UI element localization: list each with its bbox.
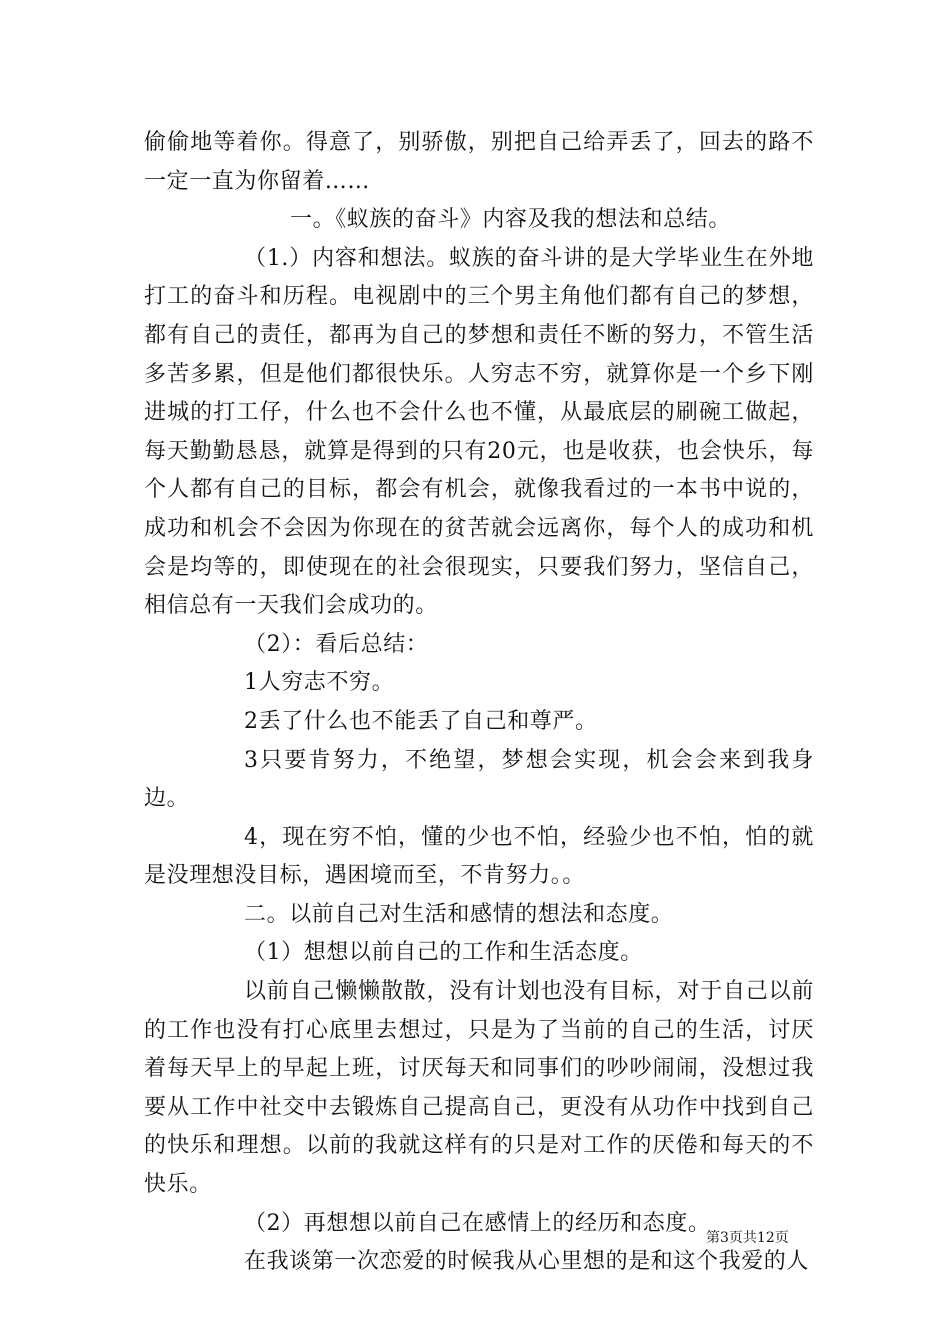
- summary-item-3: 3只要肯努力，不绝望，梦想会实现，机会会来到我身边。: [144, 747, 814, 812]
- subheading-work-attitude: （1）想想以前自己的工作和生活态度。: [244, 940, 643, 966]
- document-body: [144, 124, 814, 1282]
- summary-item-2: 2丢了什么也不能丢了自己和尊严。: [244, 708, 598, 734]
- summary-item-4: 4，现在穷不怕，懂的少也不怕，经验少也不怕，怕的就是没理想没目标，遇困境而至，不肯努力。。: [144, 824, 814, 889]
- paragraph-work-attitude: 以前自己懒懒散散，没有计划也没有目标，对于自己以前的工作也没有打心底里去想过，只是为了当前的自己的生活，讨厌着每天早上的早起上班，讨厌每天和同事们的吵吵闹闹，没想过我要从工作中社交中去锻炼自己提高自己，更没有从功作中找到自己的快乐和理想。以前的我就这样有的只是对工作的厌倦和每天的不快乐。: [144, 979, 814, 1198]
- section-heading-two: 二。以前自己对生活和感情的想法和态度。: [244, 901, 674, 927]
- paragraph-content-thoughts: （1.）内容和想法。蚁族的奋斗讲的是大学毕业生在外地打工的奋斗和历程。电视剧中的三个男主角他们都有自己的梦想，都有自己的责任，都再为自己的梦想和责任不断的努力，不管生活多苦多累，但是他们都很快乐。人穷志不穷，就算你是一个乡下刚进城的打工仔，什么也不会什么也不懂，从最底层的刷碗工做起，每天勤勤恳恳，就算是得到的只有20元，也是收获，也会快乐，每个人都有自己的目标，都会有机会，就像我看过的一本书中说的，成功和机会不会因为你现在的贫苦就会远离你，每个人的成功和机会是均等的，即使现在的社会很现实，只要我们努力，坚信自己，相信总有一天我们会成功的。: [144, 245, 814, 619]
- paragraph-first-love: 在我谈第一次恋爱的时候我从心里想的是和这个我爱的人: [244, 1249, 810, 1275]
- section-heading-one: 一。《蚁族的奋斗》内容及我的想法和总结。: [290, 207, 732, 233]
- page-number-footer: 第3页共12页: [706, 1230, 789, 1246]
- subheading-emotion-attitude: （2）再想想以前自己在感情上的经历和态度。: [244, 1210, 711, 1236]
- summary-heading: （2）：看后总结：: [244, 631, 429, 657]
- paragraph-continuation: 偷偷地等着你。得意了，别骄傲，别把自己给弄丢了，回去的路不一定一直为你留着……: [144, 130, 814, 194]
- summary-item-1: 1人穷志不穷。: [244, 670, 395, 696]
